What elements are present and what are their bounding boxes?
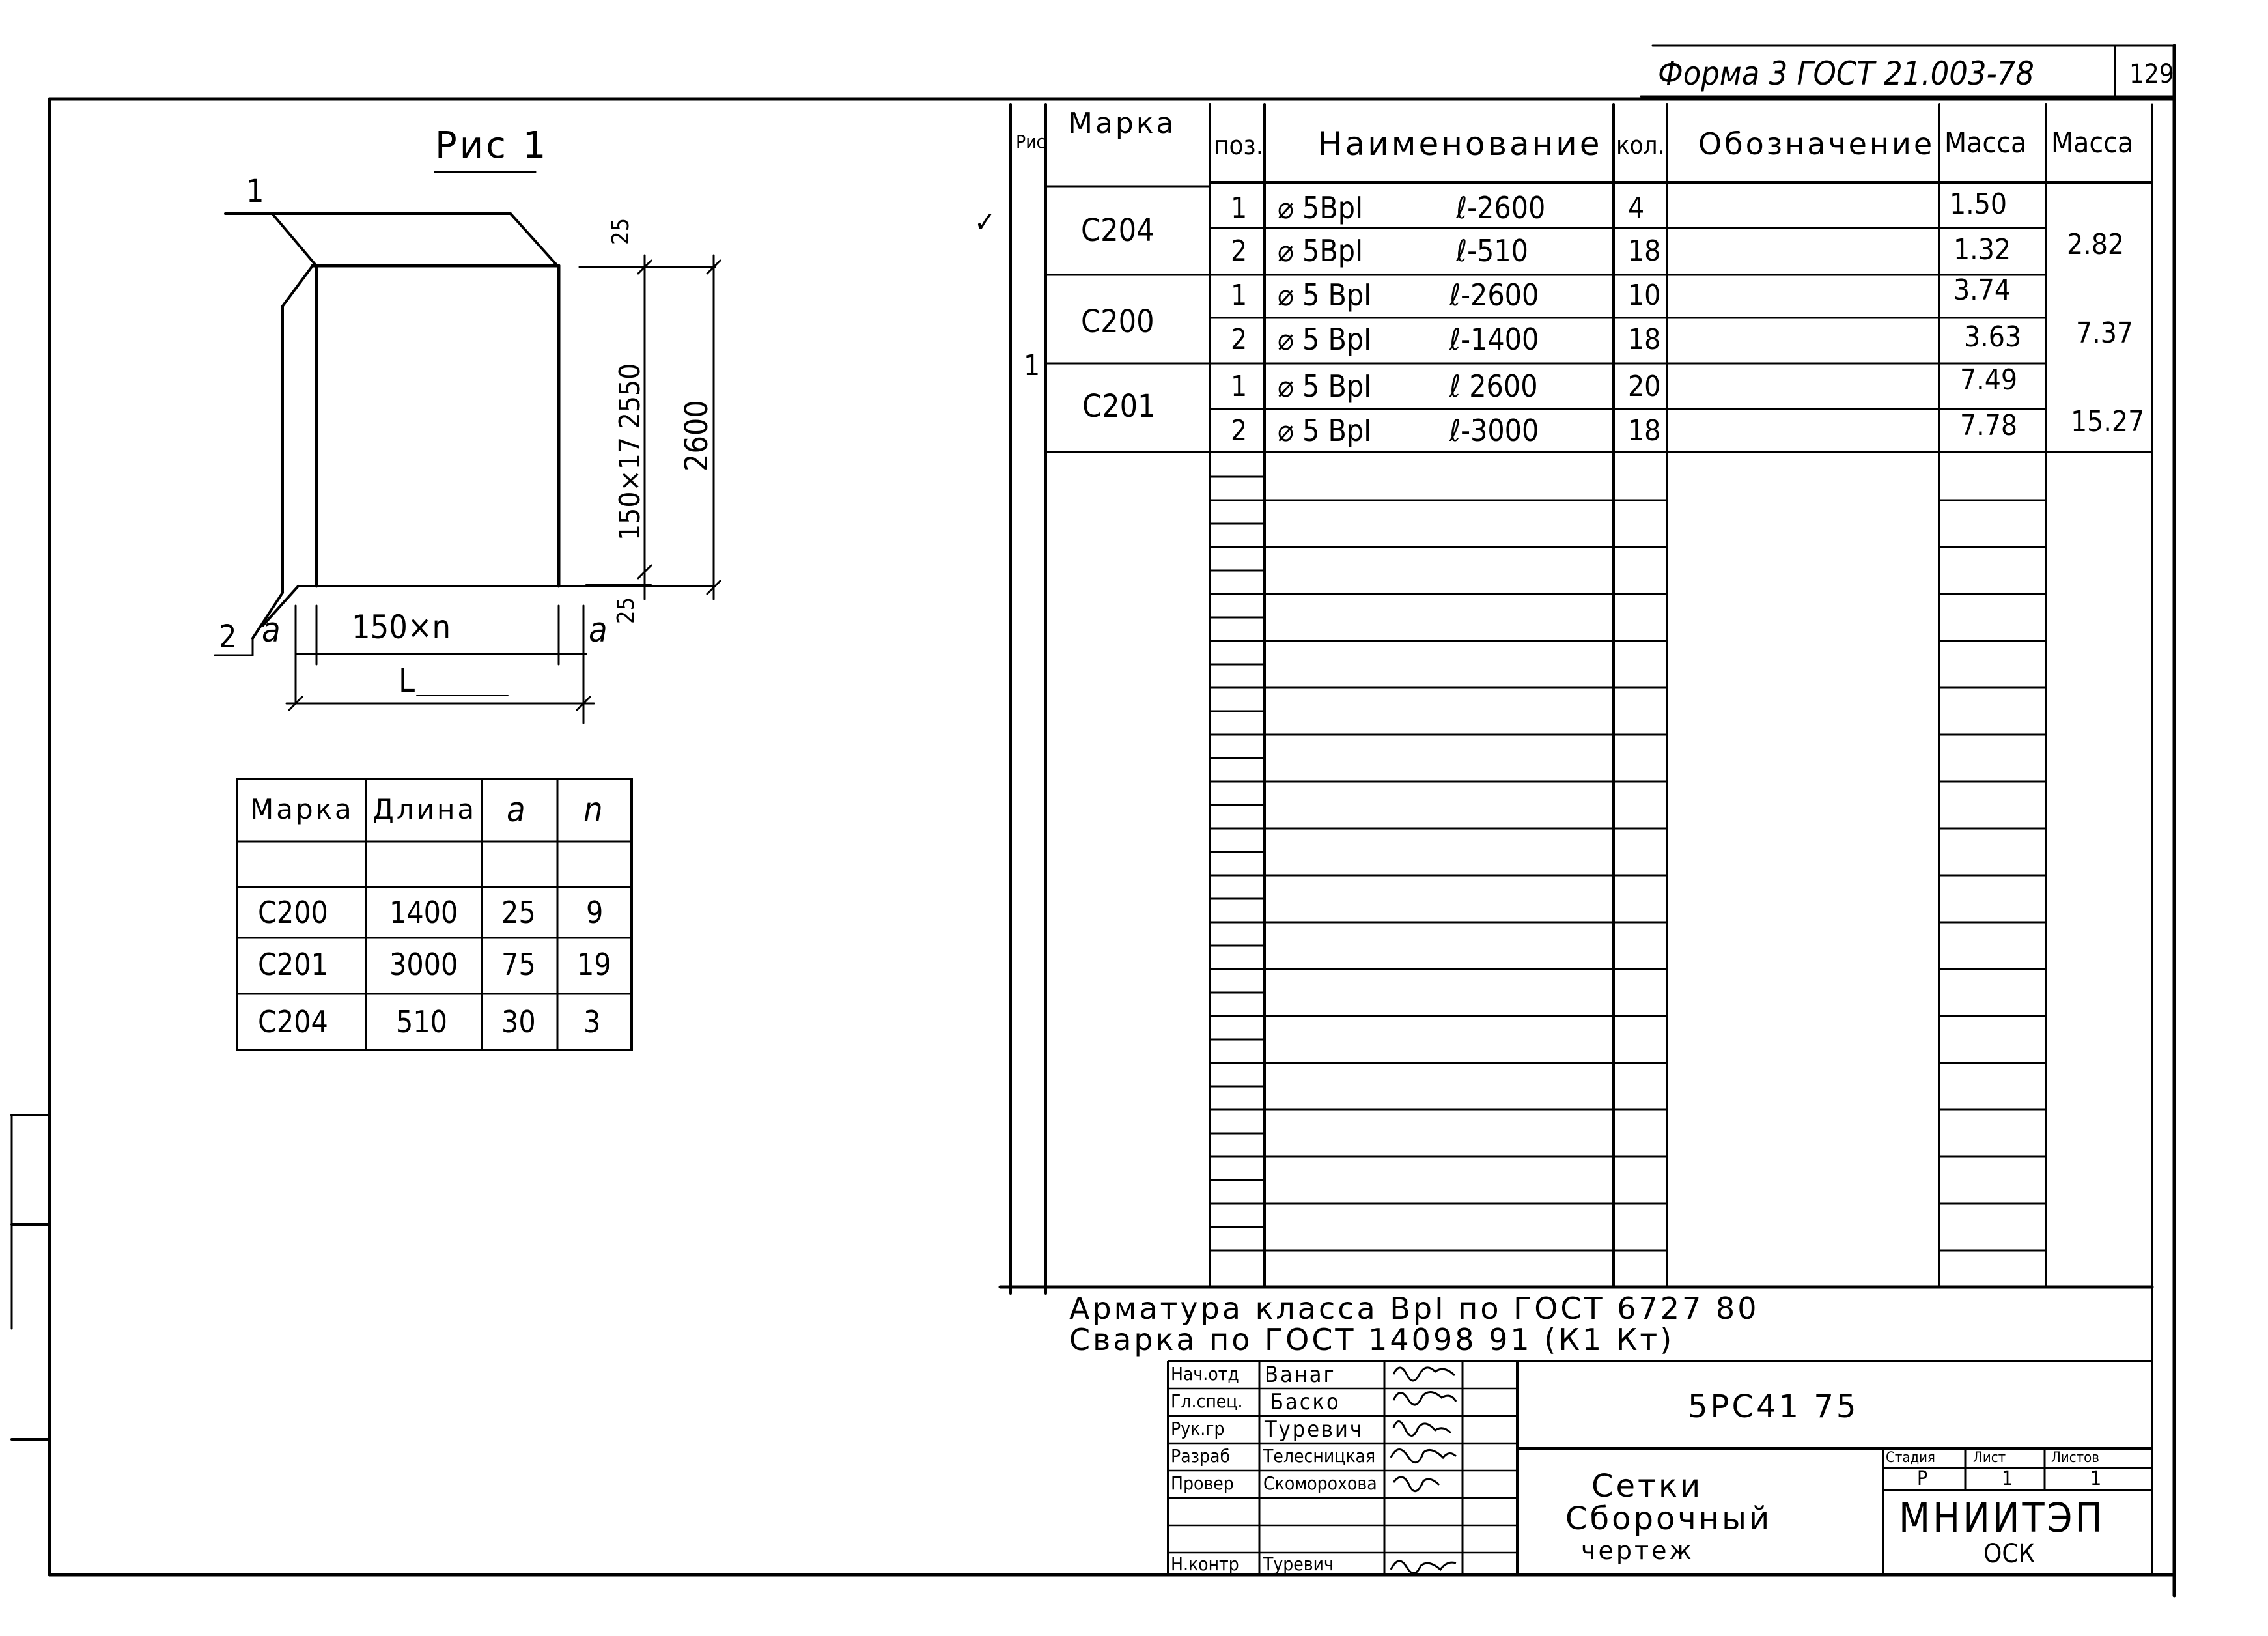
spec-length: ℓ 2600 <box>1449 369 1538 404</box>
spec-total-mass: 2.82 <box>2067 228 2125 261</box>
spec-header-pos: поз. <box>1214 131 1264 161</box>
sheets-value: 1 <box>2090 1467 2102 1490</box>
table-cell: 30 <box>501 1004 536 1039</box>
spec-length: ℓ-510 <box>1456 233 1529 268</box>
spec-header-name: Наименование <box>1318 125 1603 163</box>
spec-mass: 7.49 <box>1960 363 2018 397</box>
note-welding: Сварка по ГОСТ 14098 91 (К1 Кт) <box>1069 1322 1675 1357</box>
spec-empty-rows <box>1210 477 2046 1250</box>
staff-role: Гл.спец. <box>1171 1390 1243 1412</box>
spec-mark: С201 <box>1082 388 1156 425</box>
spec-mass: 3.74 <box>1953 274 2011 307</box>
sheet-title-1: Сетки <box>1591 1468 1703 1504</box>
spec-qty: 4 <box>1628 191 1645 225</box>
spec-header-mass-1: Масса <box>1944 126 2027 160</box>
dim-left-a: a <box>262 611 281 650</box>
table-header-length: Длина <box>372 793 477 825</box>
spec-pos: 1 <box>1231 279 1248 312</box>
spec-mark: С200 <box>1081 303 1155 340</box>
spec-mass: 7.78 <box>1960 409 2018 442</box>
spec-qty: 18 <box>1628 234 1661 268</box>
spec-length: ℓ-3000 <box>1449 413 1539 448</box>
spec-header-qty: кол. <box>1616 131 1665 160</box>
table-cell: С201 <box>258 947 328 982</box>
sheet-label: Лист <box>1973 1450 2006 1466</box>
dim-top-gap: 25 <box>608 218 634 245</box>
check-mark: ✓ <box>974 206 996 239</box>
spec-length: ℓ-2600 <box>1449 277 1539 313</box>
table-cell: 9 <box>586 895 604 930</box>
page-number: 129 <box>2129 59 2174 89</box>
organization-sub: ОСК <box>1983 1539 2036 1569</box>
staff-name: Баско <box>1270 1389 1341 1415</box>
sheet-value: 1 <box>2002 1467 2013 1490</box>
spec-name: ⌀ 5 ВрI <box>1278 277 1372 313</box>
spec-pos: 2 <box>1231 414 1248 447</box>
spec-mass: 1.32 <box>1953 233 2011 266</box>
spec-pos: 2 <box>1231 323 1248 356</box>
staff-role: Разраб <box>1171 1445 1230 1467</box>
stage-value: Р <box>1917 1467 1928 1490</box>
spec-header-designation: Обозначение <box>1698 126 1935 162</box>
spec-pos: 1 <box>1231 370 1248 403</box>
table-cell: 19 <box>577 947 611 982</box>
table-cell: 25 <box>501 895 536 930</box>
dim-span: 150×n <box>352 608 451 646</box>
staff-name: Туревич <box>1263 1553 1334 1575</box>
spec-name: ⌀ 5ВрI <box>1278 190 1364 225</box>
staff-role: Н.контр <box>1171 1553 1239 1575</box>
spec-qty: 10 <box>1628 279 1661 312</box>
note-reinforcement: Арматура класса ВрI по ГОСТ 6727 80 <box>1069 1291 1759 1326</box>
spec-length: ℓ-2600 <box>1456 190 1546 225</box>
leader-label-1: 1 <box>246 173 264 210</box>
table-cell: 3000 <box>389 947 458 982</box>
staff-role: Провер <box>1171 1473 1234 1494</box>
spec-header-mass-2: Масса <box>2051 126 2134 160</box>
spec-pos: 2 <box>1231 234 1248 268</box>
drawing-code: 5РС41 75 <box>1688 1389 1859 1425</box>
staff-name: Туревич <box>1265 1417 1364 1443</box>
spec-total-mass: 7.37 <box>2076 317 2134 350</box>
table-cell: С204 <box>258 1004 328 1039</box>
table-cell: 510 <box>396 1004 447 1039</box>
organization: МНИИТЭП <box>1899 1494 2105 1542</box>
staff-role: Нач.отд <box>1171 1363 1239 1385</box>
staff-name: Ванаг <box>1265 1362 1336 1388</box>
dim-length: L <box>399 662 415 699</box>
staff-name: Телесницкая <box>1263 1445 1376 1467</box>
spec-name: ⌀ 5 ВрI <box>1278 322 1372 357</box>
staff-role: Рук.гр <box>1171 1418 1225 1439</box>
staff-name: Скоморохова <box>1263 1473 1377 1494</box>
dim-bottom-gap: 25 <box>613 597 639 624</box>
spec-pos: 1 <box>1231 191 1248 225</box>
spec-mass: 3.63 <box>1964 320 2022 354</box>
dim-height: 2600 <box>679 400 715 472</box>
spec-header-mark: Марка <box>1068 107 1177 140</box>
table-header-n: n <box>583 791 603 830</box>
spec-fig-number: 1 <box>1024 349 1041 382</box>
dim-pitch: 150×17 2550 <box>613 363 647 541</box>
spec-qty: 18 <box>1628 414 1661 447</box>
spec-qty: 20 <box>1628 370 1661 403</box>
sheets-label: Листов <box>2051 1450 2099 1466</box>
table-cell: 1400 <box>389 895 458 930</box>
spec-name: ⌀ 5 ВрI <box>1278 413 1372 448</box>
spec-name: ⌀ 5ВрI <box>1278 233 1364 268</box>
spec-qty: 18 <box>1628 323 1661 356</box>
form-label: Форма 3 ГОСТ 21.003-78 <box>1658 55 2034 92</box>
table-cell: С200 <box>258 895 328 930</box>
spec-mark: С204 <box>1081 212 1155 249</box>
spec-total-mass: 15.27 <box>2071 405 2145 438</box>
table-cell: 75 <box>501 947 536 982</box>
table-header-a: a <box>507 791 525 830</box>
spec-header-fig: Рис <box>1016 131 1046 152</box>
dim-right-a: a <box>589 611 608 650</box>
spec-mass: 1.50 <box>1950 188 2008 221</box>
leader-label-2: 2 <box>219 619 237 655</box>
sheet-title-3: чертеж <box>1581 1536 1694 1565</box>
table-header-mark: Марка <box>250 793 354 825</box>
table-cell: 3 <box>583 1004 601 1039</box>
figure-title: Рис 1 <box>435 124 549 167</box>
stage-label: Стадия <box>1886 1450 1935 1466</box>
spec-name: ⌀ 5 ВрI <box>1278 369 1372 404</box>
sheet-title-2: Сборочный <box>1565 1501 1772 1537</box>
spec-length: ℓ-1400 <box>1449 322 1539 357</box>
